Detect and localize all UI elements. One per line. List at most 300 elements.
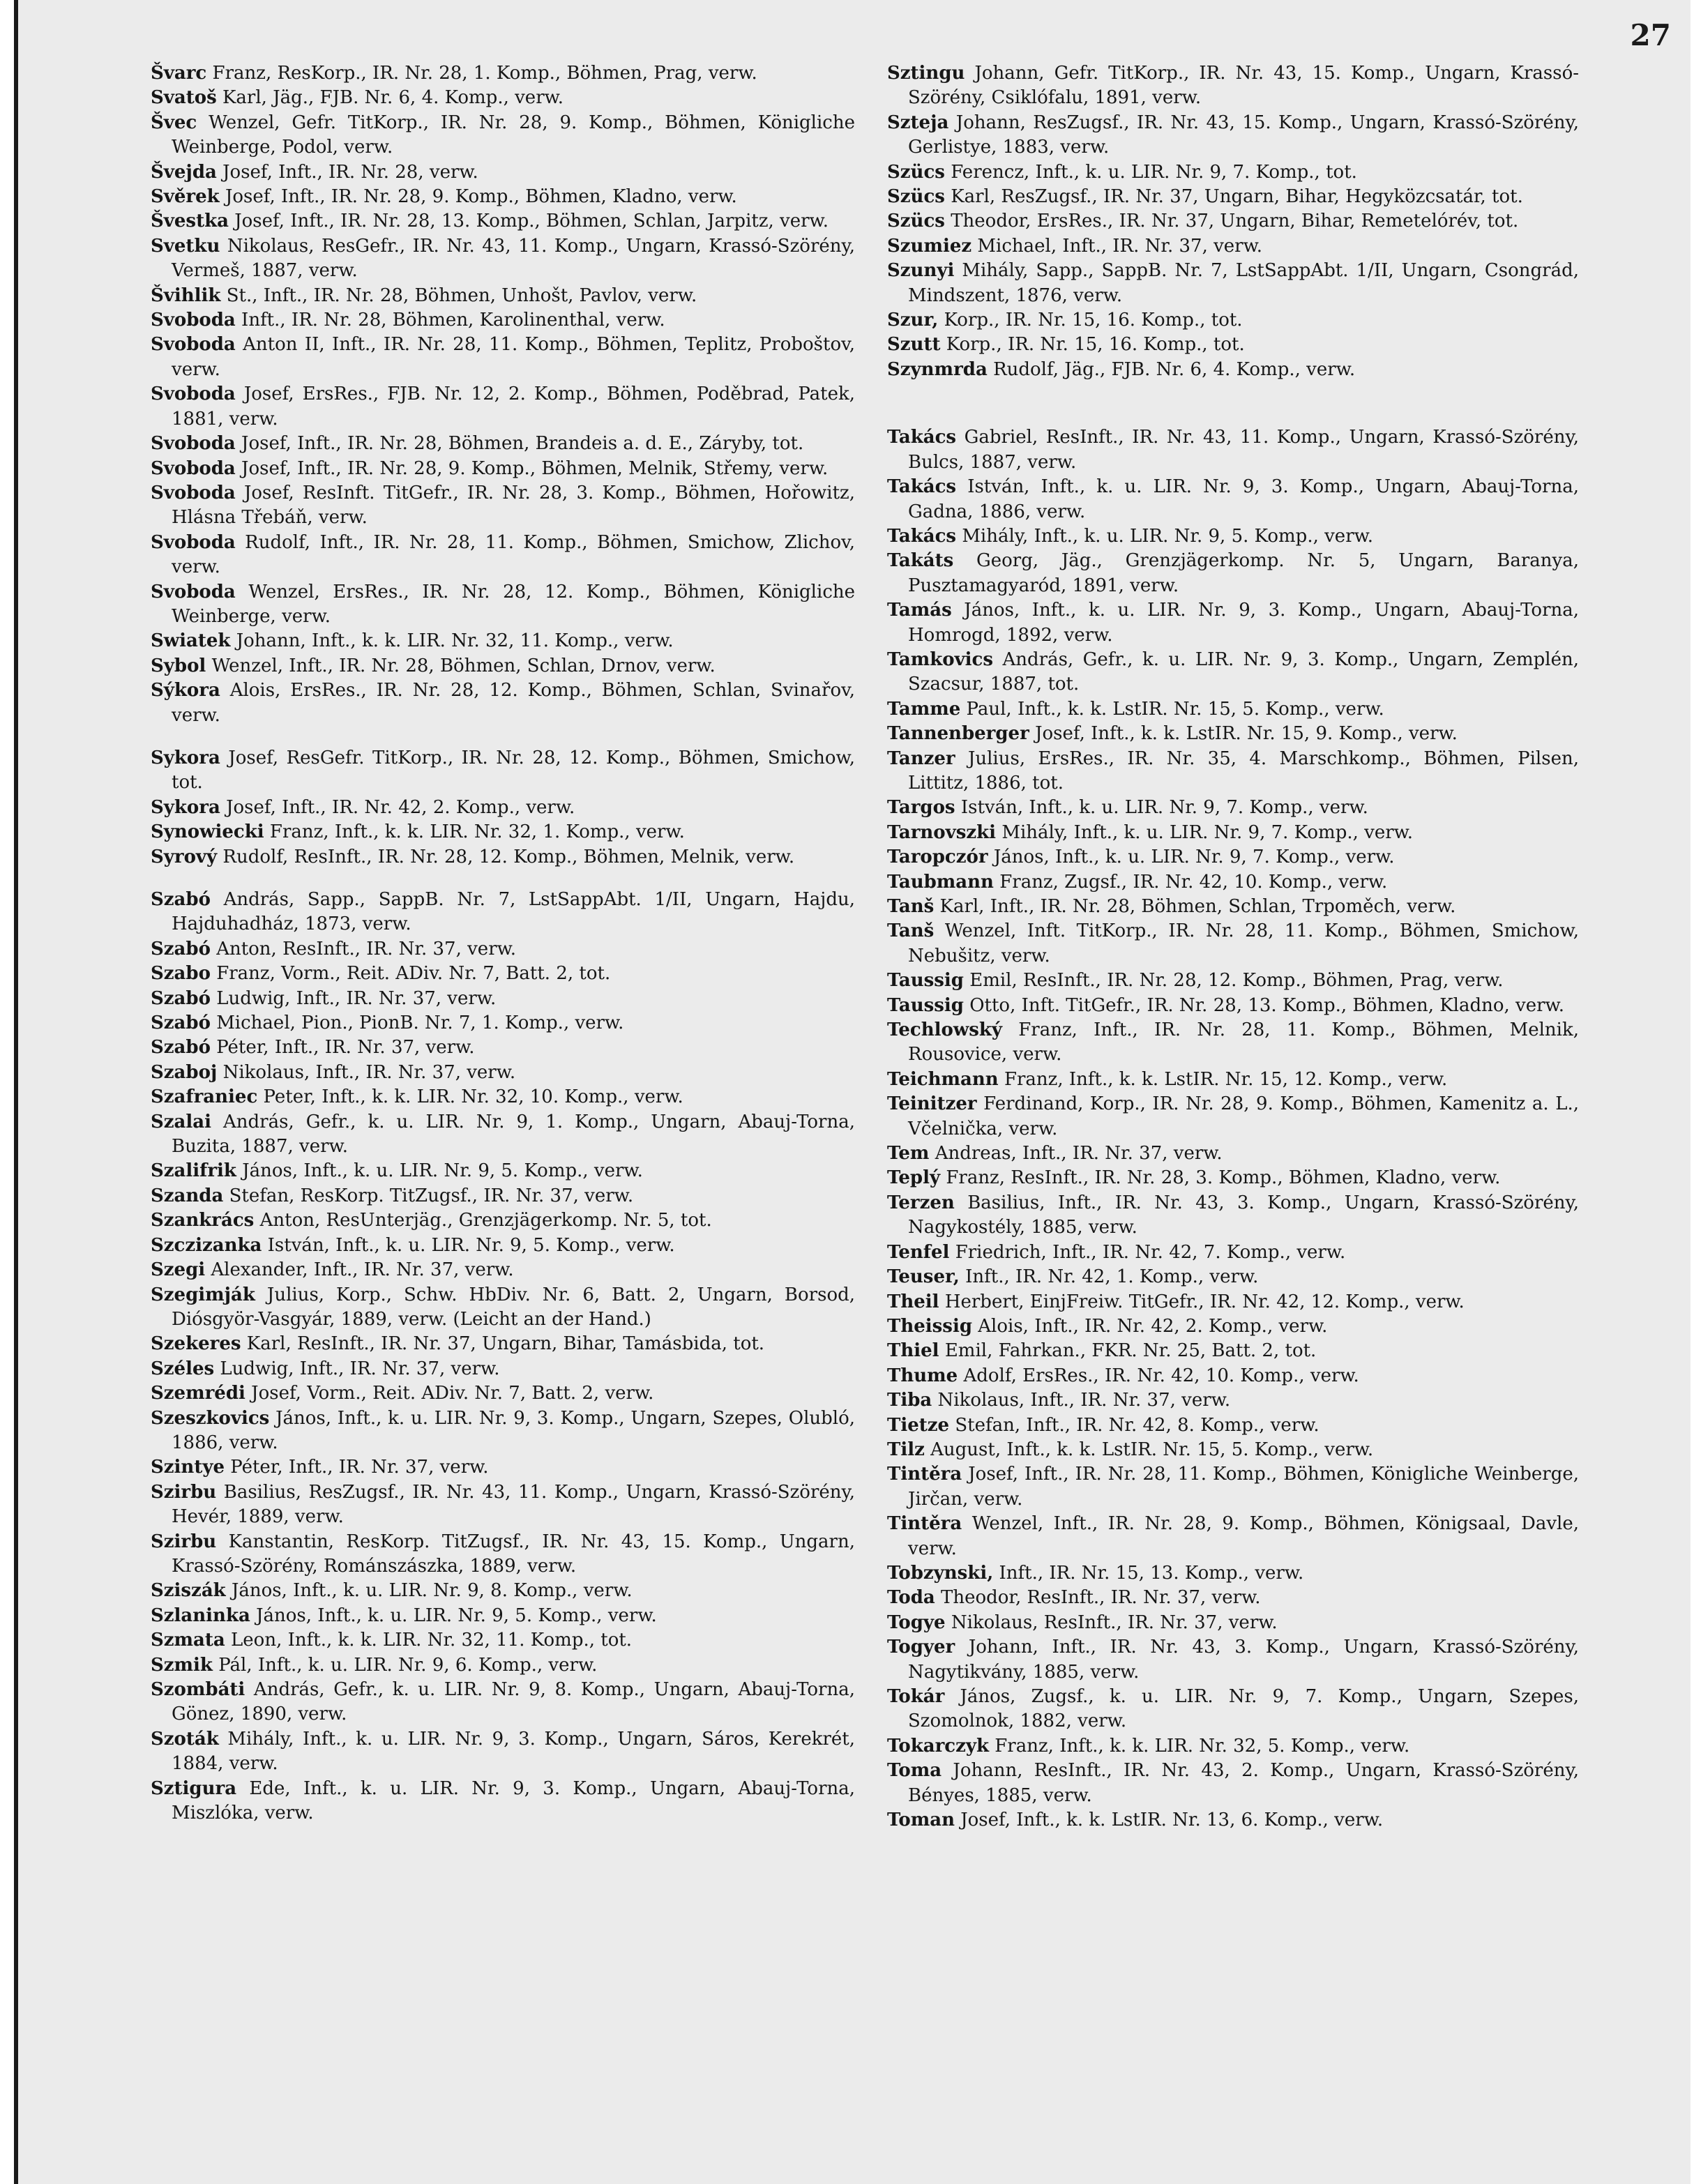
entry-details: Leon, Inft., k. k. LIR. Nr. 32, 11. Komp., tot. xyxy=(231,1630,633,1651)
entry-details: Kanstantin, ResKorp. TitZugsf., IR. Nr. 43, 15. Komp., Ungarn, Krassó-Szörény, Románszászka, 1889, verw. xyxy=(172,1531,856,1577)
register-entry xyxy=(887,1339,1579,1363)
entry-surname: Techlowský xyxy=(887,1019,1003,1041)
register-entry xyxy=(151,1036,855,1060)
register-entry xyxy=(887,1438,1579,1462)
entry-surname: Takács xyxy=(887,476,957,498)
entry-details: Paul, Inft., k. k. LstIR. Nr. 15, 5. Komp., verw. xyxy=(966,698,1384,720)
entry-surname: Sztingu xyxy=(887,63,965,84)
entry-surname: Tarnovszki xyxy=(887,821,997,843)
register-entry xyxy=(151,962,855,986)
register-entry xyxy=(151,1530,855,1579)
register-entry xyxy=(151,1208,855,1233)
entry-details: János, Inft., k. u. LIR. Nr. 9, 5. Komp., verw. xyxy=(256,1605,657,1626)
entry-surname: Toma xyxy=(887,1760,942,1782)
entry-details: Rudolf, Inft., IR. Nr. 28, 11. Komp., Böhmen, Smichow, Zlichov, verw. xyxy=(172,531,856,578)
register-entry xyxy=(151,796,855,820)
entry-details: Michael, Inft., IR. Nr. 37, verw. xyxy=(977,235,1263,257)
register-entry xyxy=(887,1586,1579,1610)
entry-surname: Takács xyxy=(887,525,957,547)
entry-details: Ludwig, Inft., IR. Nr. 37, verw. xyxy=(220,1358,500,1379)
entry-surname: Teuser, xyxy=(887,1266,960,1288)
entry-details: Mihály, Inft., k. u. LIR. Nr. 9, 5. Komp., verw. xyxy=(962,525,1374,547)
entry-details: Josef, Vorm., Reit. ADiv. Nr. 7, Batt. 2, verw. xyxy=(251,1383,654,1404)
entry-surname: Szankrács xyxy=(151,1210,255,1231)
register-entry xyxy=(151,1777,855,1826)
entry-details: András, Gefr., k. u. LIR. Nr. 9, 3. Komp., Ungarn, Zemplén, Szacsur, 1887, tot. xyxy=(908,649,1580,695)
register-entry xyxy=(151,1110,855,1160)
entry-details: Nikolaus, Inft., IR. Nr. 37, verw. xyxy=(937,1390,1231,1411)
register-entry xyxy=(887,1166,1579,1190)
entry-surname: Švejda xyxy=(151,161,217,183)
entry-surname: Teplý xyxy=(887,1167,941,1189)
register-entry xyxy=(151,61,855,86)
register-entry xyxy=(151,1381,855,1406)
entry-surname: Szalifrik xyxy=(151,1160,236,1182)
entry-surname: Togyer xyxy=(887,1637,955,1658)
entry-surname: Tem xyxy=(887,1143,930,1165)
entry-surname: Svoboda xyxy=(151,457,236,479)
entry-details: András, Gefr., k. u. LIR. Nr. 9, 8. Komp., Ungarn, Abauj-Torna, Gönez, 1890, verw. xyxy=(172,1679,856,1725)
entry-details: Pál, Inft., k. u. LIR. Nr. 9, 6. Komp., verw. xyxy=(218,1654,598,1676)
entry-details: Franz, Zugsf., IR. Nr. 42, 10. Komp., verw. xyxy=(999,871,1388,893)
register-entry xyxy=(887,234,1579,259)
entry-details: János, Inft., k. u. LIR. Nr. 9, 7. Komp., verw. xyxy=(993,847,1395,868)
register-entry xyxy=(887,308,1579,333)
register-entry xyxy=(887,185,1579,209)
register-entry xyxy=(887,969,1579,993)
register-entry xyxy=(151,845,855,870)
register-entry xyxy=(887,1561,1579,1586)
entry-details: Josef, Inft., IR. Nr. 28, 9. Komp., Böhmen, Kladno, verw. xyxy=(225,186,737,208)
register-entry xyxy=(887,425,1579,475)
entry-surname: Szabó xyxy=(151,938,211,960)
register-entry xyxy=(887,895,1579,919)
entry-surname: Tenfel xyxy=(887,1241,950,1263)
entry-details: András, Sapp., SappB. Nr. 7, LstSappAbt. 1/II, Ungarn, Hajdu, Hajduhadház, 1873, verw. xyxy=(172,889,856,935)
entry-details: Mihály, Inft., k. u. LIR. Nr. 9, 3. Komp., Ungarn, Sáros, Kerekrét, 1884, verw. xyxy=(172,1728,856,1775)
entry-surname: Sykora xyxy=(151,747,220,768)
entry-surname: Szmik xyxy=(151,1654,213,1676)
entry-surname: Szücs xyxy=(887,161,945,183)
entry-details: István, Inft., k. u. LIR. Nr. 9, 7. Komp., verw. xyxy=(960,797,1368,819)
entry-surname: Sýkora xyxy=(151,680,220,702)
document-page xyxy=(14,0,1691,2184)
entry-details: August, Inft., k. k. LstIR. Nr. 15, 5. Komp., verw. xyxy=(930,1439,1374,1460)
entry-details: Adolf, ErsRes., IR. Nr. 42, 10. Komp., verw. xyxy=(963,1365,1359,1386)
page-number: 27 xyxy=(1630,18,1671,52)
entry-details: Franz, Vorm., Reit. ADiv. Nr. 7, Batt. 2, tot. xyxy=(216,963,611,985)
entry-details: István, Inft., k. u. LIR. Nr. 9, 3. Komp., Ungarn, Abauj-Torna, Gadna, 1886, verw. xyxy=(908,476,1580,522)
entry-surname: Svatoš xyxy=(151,87,217,109)
entry-surname: Takáts xyxy=(887,550,954,572)
entry-surname: Taubmann xyxy=(887,871,994,893)
register-entry xyxy=(887,1265,1579,1289)
register-entry xyxy=(151,111,855,160)
entry-surname: Sztigura xyxy=(151,1777,237,1799)
entry-surname: Thume xyxy=(887,1365,958,1386)
entry-surname: Tamme xyxy=(887,698,961,720)
entry-details: János, Inft., k. u. LIR. Nr. 9, 5. Komp., verw. xyxy=(242,1160,643,1182)
register-entry xyxy=(887,598,1579,648)
entry-surname: Szur, xyxy=(887,310,939,331)
register-entry xyxy=(151,1727,855,1777)
register-entry xyxy=(887,1462,1579,1512)
entry-details: Josef, Inft., IR. Nr. 28, verw. xyxy=(222,161,478,183)
entry-surname: Svoboda xyxy=(151,482,236,503)
entry-details: Rudolf, Jäg., FJB. Nr. 6, 4. Komp., verw. xyxy=(993,358,1356,380)
entry-surname: Szirbu xyxy=(151,1531,217,1552)
entry-details: Wenzel, Inft., IR. Nr. 28, 9. Komp., Böhmen, Königsaal, Davle, verw. xyxy=(908,1513,1579,1559)
register-entry xyxy=(887,1413,1579,1438)
entry-surname: Theil xyxy=(887,1291,939,1312)
entry-details: Ludwig, Inft., IR. Nr. 37, verw. xyxy=(216,987,497,1009)
entry-details: Johann, Gefr. TitKorp., IR. Nr. 43, 15. Komp., Ungarn, Krassó-Szörény, Csiklófalu, 1891, verw. xyxy=(908,63,1580,109)
entry-surname: Theissig xyxy=(887,1315,973,1337)
entry-details: Otto, Inft. TitGefr., IR. Nr. 28, 13. Komp., Böhmen, Kladno, verw. xyxy=(969,994,1564,1016)
entry-surname: Tintěra xyxy=(887,1464,962,1485)
entry-details: Josef, ResGefr. TitKorp., IR. Nr. 28, 12. Komp., Böhmen, Smichow, tot. xyxy=(172,747,855,794)
entry-details: Johann, ResZugsf., IR. Nr. 43, 15. Komp., Ungarn, Krassó-Szörény, Gerlistye, 1883, verw. xyxy=(908,112,1579,158)
entry-details: Stefan, ResKorp. TitZugsf., IR. Nr. 37, verw. xyxy=(229,1185,634,1206)
register-entry xyxy=(887,61,1579,111)
entry-details: Nikolaus, Inft., IR. Nr. 37, verw. xyxy=(222,1061,516,1083)
entry-surname: Syrový xyxy=(151,846,218,867)
entry-details: Georg, Jäg., Grenzjägerkomp. Nr. 5, Ungarn, Baranya, Pusztamagyaród, 1891, verw. xyxy=(908,550,1579,596)
entry-details: Korp., IR. Nr. 15, 16. Komp., tot. xyxy=(944,310,1243,331)
entry-surname: Szekeres xyxy=(151,1333,241,1355)
entry-surname: Svoboda xyxy=(151,334,236,356)
register-entry xyxy=(887,1734,1579,1759)
entry-details: Johann, Inft., k. k. LIR. Nr. 32, 11. Komp., verw. xyxy=(236,630,674,652)
register-entry xyxy=(151,284,855,308)
entry-surname: Szücs xyxy=(887,186,945,208)
register-entry xyxy=(887,648,1579,697)
entry-details: Inft., IR. Nr. 42, 1. Komp., verw. xyxy=(965,1266,1259,1288)
entry-surname: Szabó xyxy=(151,1037,211,1059)
entry-details: Nikolaus, ResGefr., IR. Nr. 43, 11. Komp., Ungarn, Krassó-Szörény, Vermeš, 1887, verw. xyxy=(172,235,855,282)
register-entry xyxy=(151,531,855,580)
entry-details: Johann, Inft., IR. Nr. 43, 3. Komp., Ungarn, Krassó-Szörény, Nagytikvány, 1885, verw. xyxy=(908,1637,1580,1683)
entry-details: Franz, Inft., k. k. LIR. Nr. 32, 5. Komp., verw. xyxy=(995,1735,1410,1757)
entry-surname: Sziszák xyxy=(151,1580,226,1602)
entry-details: Josef, ResInft. TitGefr., IR. Nr. 28, 3. Komp., Böhmen, Hořowitz, Hlásna Třebáň, verw. xyxy=(172,482,855,529)
register-entry xyxy=(887,160,1579,185)
register-entry xyxy=(151,1258,855,1282)
entry-details: Wenzel, Inft. TitKorp., IR. Nr. 28, 11. Komp., Böhmen, Smichow, Nebušitz, verw. xyxy=(908,920,1579,966)
entry-details: János, Inft., k. u. LIR. Nr. 9, 3. Komp., Ungarn, Szepes, Olubló, 1886, verw. xyxy=(172,1407,856,1453)
entry-surname: Tamás xyxy=(887,600,952,621)
entry-surname: Sybol xyxy=(151,655,206,676)
register-entry xyxy=(151,820,855,844)
register-entry xyxy=(887,796,1579,820)
register-entry xyxy=(887,1759,1579,1808)
register-entry xyxy=(887,475,1579,524)
entry-details: Karl, ResInft., IR. Nr. 37, Ungarn, Bihar, Tamásbida, tot. xyxy=(246,1333,765,1355)
entry-details: András, Gefr., k. u. LIR. Nr. 9, 1. Komp., Ungarn, Abauj-Torna, Buzita, 1887, verw. xyxy=(172,1111,856,1158)
register-entry xyxy=(151,629,855,653)
entry-details: Friedrich, Inft., IR. Nr. 42, 7. Komp., verw. xyxy=(955,1241,1346,1263)
entry-surname: Szlaninka xyxy=(151,1605,250,1626)
entry-surname: Szabó xyxy=(151,1013,211,1034)
entry-details: Alois, ErsRes., IR. Nr. 28, 12. Komp., Böhmen, Schlan, Svinařov, verw. xyxy=(172,680,856,726)
register-entry xyxy=(151,1455,855,1480)
register-entry xyxy=(151,1579,855,1603)
register-entry xyxy=(151,457,855,481)
register-entry xyxy=(887,1018,1579,1068)
entry-surname: Švestka xyxy=(151,211,229,232)
register-entry xyxy=(887,1290,1579,1314)
entry-surname: Tokarczyk xyxy=(887,1735,989,1757)
entry-surname: Teinitzer xyxy=(887,1093,977,1115)
entry-surname: Svoboda xyxy=(151,581,236,602)
register-entry xyxy=(151,1406,855,1456)
entry-surname: Tintěra xyxy=(887,1513,962,1535)
register-entry xyxy=(887,524,1579,549)
entry-details: Wenzel, Inft., IR. Nr. 28, Böhmen, Schlan, Drnov, verw. xyxy=(211,655,716,676)
entry-surname: Svoboda xyxy=(151,310,236,331)
entry-details: Korp., IR. Nr. 15, 16. Komp., tot. xyxy=(946,334,1245,356)
entry-details: Michael, Pion., PionB. Nr. 7, 1. Komp., verw. xyxy=(216,1013,624,1034)
entry-surname: Szumiez xyxy=(887,235,972,257)
register-entry xyxy=(887,1241,1579,1265)
entry-surname: Széles xyxy=(151,1358,215,1379)
register-entry xyxy=(887,209,1579,234)
register-entry xyxy=(887,1191,1579,1241)
entry-details: Alexander, Inft., IR. Nr. 37, verw. xyxy=(211,1259,514,1281)
entry-details: Inft., IR. Nr. 15, 13. Komp., verw. xyxy=(999,1562,1304,1584)
entry-details: Mihály, Inft., k. u. LIR. Nr. 9, 7. Komp., verw. xyxy=(1001,821,1414,843)
register-entry xyxy=(887,1388,1579,1413)
entry-surname: Svěrek xyxy=(151,186,220,208)
entry-details: Anton II, Inft., IR. Nr. 28, 11. Komp., Böhmen, Teplitz, Probоštov, verw. xyxy=(172,334,855,380)
register-entry xyxy=(151,308,855,333)
entry-surname: Szabo xyxy=(151,963,211,985)
entry-surname: Švarc xyxy=(151,63,207,84)
entry-details: Franz, ResKorp., IR. Nr. 28, 1. Komp., Böhmen, Prag, verw. xyxy=(212,63,757,84)
entry-surname: Szanda xyxy=(151,1185,224,1206)
entry-details: Alois, Inft., IR. Nr. 42, 2. Komp., verw. xyxy=(978,1315,1328,1337)
register-entry xyxy=(151,185,855,209)
right-column xyxy=(887,61,1579,1833)
register-entry xyxy=(151,746,855,796)
register-entry xyxy=(887,1611,1579,1635)
entry-surname: Svetku xyxy=(151,235,220,257)
entry-details: Josef, Inft., IR. Nr. 28, 11. Komp., Böhmen, Königliche Weinberge, Jirčan, verw. xyxy=(908,1464,1580,1510)
register-entry xyxy=(151,987,855,1011)
register-entry xyxy=(151,1653,855,1678)
entry-details: Josef, Inft., IR. Nr. 28, Böhmen, Brandeis a. d. E., Záryby, tot. xyxy=(241,433,804,455)
entry-details: Anton, ResInft., IR. Nr. 37, verw. xyxy=(216,938,517,960)
register-entry xyxy=(887,1314,1579,1339)
register-entry xyxy=(887,549,1579,598)
register-entry xyxy=(887,697,1579,722)
register-entry xyxy=(151,1234,855,1258)
entry-surname: Tamkovics xyxy=(887,649,994,670)
entry-details: Basilius, Inft., IR. Nr. 43, 3. Komp., Ungarn, Krassó-Szörény, Nagykostély, 1885, verw. xyxy=(908,1192,1580,1238)
register-entry xyxy=(887,747,1579,796)
register-entry xyxy=(151,580,855,630)
entry-surname: Szegimják xyxy=(151,1284,255,1305)
entry-details: Josef, Inft., k. k. LstIR. Nr. 13, 6. Komp., verw. xyxy=(960,1810,1384,1831)
entry-surname: Szynmrda xyxy=(887,358,988,380)
entry-surname: Szabој xyxy=(151,1061,218,1083)
entry-details: Andreas, Inft., IR. Nr. 37, verw. xyxy=(935,1143,1223,1165)
entry-details: János, Inft., k. u. LIR. Nr. 9, 8. Komp., verw. xyxy=(231,1580,633,1602)
entry-surname: Swiatek xyxy=(151,630,231,652)
entry-surname: Svoboda xyxy=(151,384,236,405)
entry-surname: Szintye xyxy=(151,1457,225,1478)
register-entry xyxy=(887,870,1579,895)
register-entry xyxy=(151,1085,855,1109)
entry-details: Josef, Inft., IR. Nr. 42, 2. Komp., verw. xyxy=(226,796,575,818)
entry-surname: Tannenberger xyxy=(887,723,1029,745)
entry-surname: Toman xyxy=(887,1810,955,1831)
register-entry xyxy=(151,382,855,432)
entry-details: Karl, ResZugsf., IR. Nr. 37, Ungarn, Bihar, Hegyközcsatár, tot. xyxy=(951,186,1523,208)
entry-details: Mihály, Sapp., SappB. Nr. 7, LstSappAbt. 1/II, Ungarn, Csongrád, Mindszent, 1876, verw. xyxy=(908,260,1579,306)
register-entry xyxy=(151,1480,855,1530)
entry-details: Franz, ResInft., IR. Nr. 28, 3. Komp., Böhmen, Kladno, verw. xyxy=(946,1167,1501,1189)
register-entry xyxy=(151,937,855,962)
entry-details: Rudolf, ResInft., IR. Nr. 28, 12. Komp., Böhmen, Melnik, verw. xyxy=(222,846,795,867)
entry-details: Karl, Jäg., FJB. Nr. 6, 4. Komp., verw. xyxy=(222,87,564,109)
register-entry xyxy=(887,1512,1579,1561)
entry-surname: Togye xyxy=(887,1612,946,1633)
entry-details: Basilius, ResZugsf., IR. Nr. 43, 11. Komp., Ungarn, Krassó-Szörény, Hevér, 1889, verw. xyxy=(172,1481,855,1528)
entry-details: Franz, Inft., IR. Nr. 28, 11. Komp., Böhmen, Melnik, Rousovice, verw. xyxy=(908,1019,1580,1066)
entry-details: Emil, ResInft., IR. Nr. 28, 12. Komp., Böhmen, Prag, verw. xyxy=(969,970,1504,992)
register-entry xyxy=(151,1159,855,1183)
entry-surname: Targos xyxy=(887,797,955,819)
entry-surname: Svoboda xyxy=(151,531,236,553)
entry-details: Stefan, Inft., IR. Nr. 42, 8. Komp., verw. xyxy=(955,1414,1319,1436)
register-entry xyxy=(887,845,1579,870)
entry-surname: Sykora xyxy=(151,796,220,818)
entry-details: Josef, Inft., IR. Nr. 28, 9. Komp., Böhmen, Melnik, Střemy, verw. xyxy=(241,457,829,479)
entry-surname: Tanzer xyxy=(887,748,955,769)
entry-surname: Thiel xyxy=(887,1340,939,1362)
entry-details: Julius, Korp., Schw. HbDiv. Nr. 6, Batt. 2, Ungarn, Borsod, Diósgyör-Vasgyár, 1889, verw. (Leicht an der Hand.) xyxy=(172,1284,856,1330)
entry-surname: Szeszkovics xyxy=(151,1407,270,1429)
register-entry xyxy=(887,259,1579,308)
register-entry xyxy=(887,919,1579,969)
entry-details: Wenzel, Gefr. TitKorp., IR. Nr. 28, 9. Komp., Böhmen, Königliche Weinberge, Podol, verw. xyxy=(172,112,856,158)
entry-surname: Szczizanka xyxy=(151,1234,262,1256)
entry-details: Julius, ErsRes., IR. Nr. 35, 4. Marschkomp., Böhmen, Pilsen, Littitz, 1886, tot. xyxy=(908,748,1579,794)
entry-details: István, Inft., k. u. LIR. Nr. 9, 5. Komp., verw. xyxy=(267,1234,675,1256)
entry-details: Anton, ResUnterjäg., Grenzjägerkomp. Nr. 5, tot. xyxy=(259,1210,712,1231)
entry-details: Ede, Inft., k. u. LIR. Nr. 9, 3. Komp., Ungarn, Abauj-Torna, Miszlóka, verw. xyxy=(172,1777,856,1824)
entry-surname: Szabó xyxy=(151,987,211,1009)
register-entry xyxy=(887,1142,1579,1166)
register-entry xyxy=(151,86,855,110)
entry-surname: Takács xyxy=(887,427,957,448)
register-entry xyxy=(151,654,855,678)
entry-surname: Szabó xyxy=(151,889,211,910)
register-entry xyxy=(151,209,855,234)
entry-details: Josef, Inft., IR. Nr. 28, 13. Komp., Böhmen, Schlan, Jarpitz, verw. xyxy=(234,211,829,232)
entry-surname: Taussig xyxy=(887,970,964,992)
register-entry xyxy=(887,1685,1579,1734)
entry-surname: Szemrédi xyxy=(151,1383,245,1404)
register-entry xyxy=(887,821,1579,845)
register-entry xyxy=(887,1068,1579,1092)
entry-surname: Švihlik xyxy=(151,285,221,306)
register-entry xyxy=(151,333,855,382)
entry-details: Theodor, ErsRes., IR. Nr. 37, Ungarn, Bihar, Remetelórév, tot. xyxy=(951,211,1519,232)
entry-details: Péter, Inft., IR. Nr. 37, verw. xyxy=(230,1457,489,1478)
register-entry xyxy=(887,1808,1579,1833)
entry-details: Emil, Fahrkan., FKR. Nr. 25, Batt. 2, tot. xyxy=(944,1340,1317,1362)
entry-details: Ferencz, Inft., k. u. LIR. Nr. 9, 7. Komp., tot. xyxy=(951,161,1357,183)
entry-surname: Tiba xyxy=(887,1390,932,1411)
entry-surname: Szirbu xyxy=(151,1481,217,1503)
register-entry xyxy=(151,481,855,531)
register-entry xyxy=(151,1283,855,1333)
entry-surname: Szafraniec xyxy=(151,1086,258,1108)
entry-surname: Szücs xyxy=(887,211,945,232)
entry-details: Herbert, EinjFreiw. TitGefr., IR. Nr. 42, 12. Komp., verw. xyxy=(944,1291,1465,1312)
entry-details: Gabriel, ResInft., IR. Nr. 43, 11. Komp., Ungarn, Krassó-Szörény, Bulcs, 1887, verw. xyxy=(908,427,1579,473)
entry-surname: Toda xyxy=(887,1587,935,1609)
entry-surname: Szutt xyxy=(887,334,941,356)
entry-surname: Terzen xyxy=(887,1192,955,1213)
register-entry xyxy=(151,678,855,728)
entry-surname: Tanš xyxy=(887,920,935,942)
register-entry xyxy=(151,234,855,284)
entry-surname: Tietze xyxy=(887,1414,950,1436)
entry-surname: Tilz xyxy=(887,1439,925,1460)
register-entry xyxy=(151,1184,855,1208)
register-entry xyxy=(887,1635,1579,1685)
entry-details: Franz, Inft., k. k. LIR. Nr. 32, 1. Komp., verw. xyxy=(269,821,685,843)
entry-details: St., Inft., IR. Nr. 28, Böhmen, Unhošt, Pavlov, verw. xyxy=(226,285,697,306)
register-entry xyxy=(151,1678,855,1727)
register-entry xyxy=(151,888,855,937)
entry-details: Ferdinand, Korp., IR. Nr. 28, 9. Komp., Böhmen, Kamenitz a. L., Včelnička, verw. xyxy=(908,1093,1579,1139)
entry-details: Johann, ResInft., IR. Nr. 43, 2. Komp., Ungarn, Krassó-Szörény, Bényes, 1885, verw. xyxy=(908,1760,1579,1806)
entry-details: Péter, Inft., IR. Nr. 37, verw. xyxy=(216,1037,475,1059)
entry-details: Nikolaus, ResInft., IR. Nr. 37, verw. xyxy=(951,1612,1278,1633)
entry-details: Inft., IR. Nr. 28, Böhmen, Karolinenthal, verw. xyxy=(241,310,665,331)
entry-surname: Tanš xyxy=(887,896,935,917)
register-entry xyxy=(887,722,1579,746)
entry-details: Franz, Inft., k. k. LstIR. Nr. 15, 12. Komp., verw. xyxy=(1004,1068,1448,1090)
entry-surname: Taussig xyxy=(887,994,964,1016)
entry-surname: Szmata xyxy=(151,1630,225,1651)
register-entry xyxy=(151,1061,855,1085)
register-entry xyxy=(151,432,855,456)
register-entry xyxy=(887,333,1579,357)
entry-details: János, Inft., k. u. LIR. Nr. 9, 3. Komp., Ungarn, Abauj-Torna, Homrogd, 1892, verw. xyxy=(908,600,1580,646)
register-entry xyxy=(151,160,855,185)
entry-surname: Szunyi xyxy=(887,260,955,282)
entry-surname: Tokár xyxy=(887,1686,945,1707)
register-entry xyxy=(151,1332,855,1356)
register-entry xyxy=(887,111,1579,160)
register-entry xyxy=(887,994,1579,1018)
entry-details: Wenzel, ErsRes., IR. Nr. 28, 12. Komp., Böhmen, Königliche Weinberge, verw. xyxy=(172,581,856,627)
entry-surname: Svoboda xyxy=(151,433,236,455)
entry-details: Josef, ErsRes., FJB. Nr. 12, 2. Komp., Böhmen, Poděbrad, Patek, 1881, verw. xyxy=(172,384,856,430)
left-column xyxy=(151,61,855,1826)
entry-surname: Szombáti xyxy=(151,1679,245,1700)
entry-surname: Szegi xyxy=(151,1259,206,1281)
entry-details: János, Zugsf., k. u. LIR. Nr. 9, 7. Komp., Ungarn, Szepes, Szomolnok, 1882, verw. xyxy=(908,1686,1580,1732)
register-entry xyxy=(151,1628,855,1653)
entry-details: Karl, Inft., IR. Nr. 28, Böhmen, Schlan, Trpoměch, verw. xyxy=(939,896,1456,917)
entry-surname: Synowiecki xyxy=(151,821,264,843)
